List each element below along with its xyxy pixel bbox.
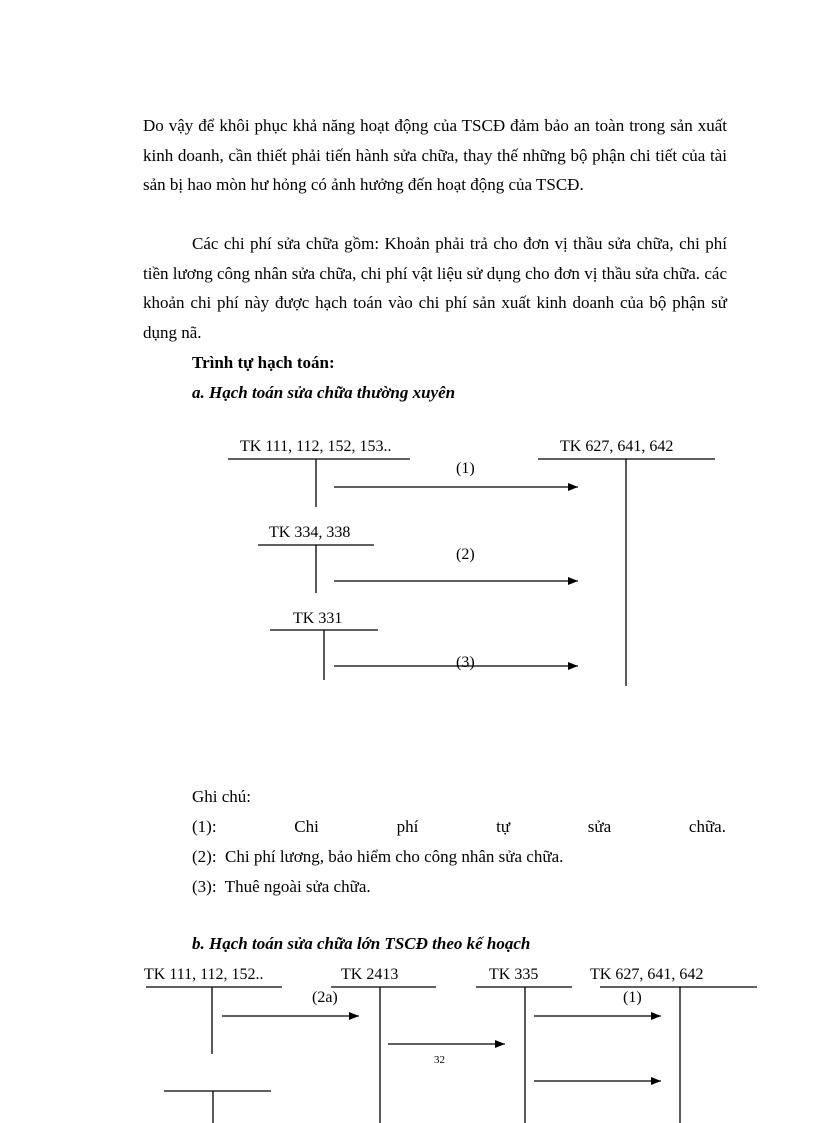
note-2: (2): Chi phí lương, bảo hiểm cho công nhân sửa chữa.: [192, 847, 564, 866]
notes-title: Ghi chú:: [192, 787, 252, 806]
note-1-word: Chi: [294, 817, 319, 836]
account-tk111-b: TK 111, 112, 152..: [144, 966, 264, 983]
heading-sequence: Trình tự hạch toán:: [192, 353, 335, 372]
page-number: 32: [434, 1054, 445, 1066]
note-1-word: phí: [396, 817, 419, 836]
account-tk111: TK 111, 112, 152, 153..: [240, 438, 392, 455]
arrow-label-2a: (2a): [312, 989, 338, 1006]
note-1-word: tự: [496, 817, 511, 836]
paragraph-1: Do vậy để khôi phục khả năng hoạt động của TSCĐ đảm bảo an toàn trong sản xuất kinh doanh, cần thiết phải tiến hành sửa chữa, thay thế những bộ phận chi tiết của tài sản bị hao mòn hư hỏng có ảnh hưởng đến hoạt động của TSCĐ.: [143, 116, 727, 194]
account-tk627-b: TK 627, 641, 642: [590, 966, 704, 983]
arrow-label-1-b: (1): [623, 989, 642, 1006]
heading-section-a: a. Hạch toán sửa chữa thường xuyên: [192, 383, 456, 402]
heading-section-b: b. Hạch toán sửa chữa lớn TSCĐ theo kế hoạch: [192, 934, 531, 953]
paragraph-2: Các chi phí sửa chữa gồm: Khoản phải trả cho đơn vị thầu sửa chữa, chi phí tiền lương công nhân sửa chữa, chi phí vật liệu sử dụng cho đơn vị thầu sửa chữa. các khoản chi phí này được hạch toán vào chi phí sản xuất kinh doanh của bộ phận sử dụng nã.: [143, 234, 727, 342]
account-tk627: TK 627, 641, 642: [560, 438, 674, 455]
arrow-label-1: (1): [456, 460, 475, 477]
account-tk335: TK 335: [489, 966, 539, 983]
arrow-label-2: (2): [456, 546, 475, 563]
note-1-word: chữa.: [688, 817, 726, 836]
account-tk334: TK 334, 338: [269, 524, 351, 541]
account-tk2413: TK 2413: [341, 966, 399, 983]
note-1-word: sửa: [587, 817, 612, 836]
account-tk331: TK 331: [293, 610, 343, 627]
note-3: (3): Thuê ngoài sửa chữa.: [192, 877, 371, 896]
arrow-label-3: (3): [456, 654, 475, 671]
note-1-key: (1):: [192, 817, 217, 836]
